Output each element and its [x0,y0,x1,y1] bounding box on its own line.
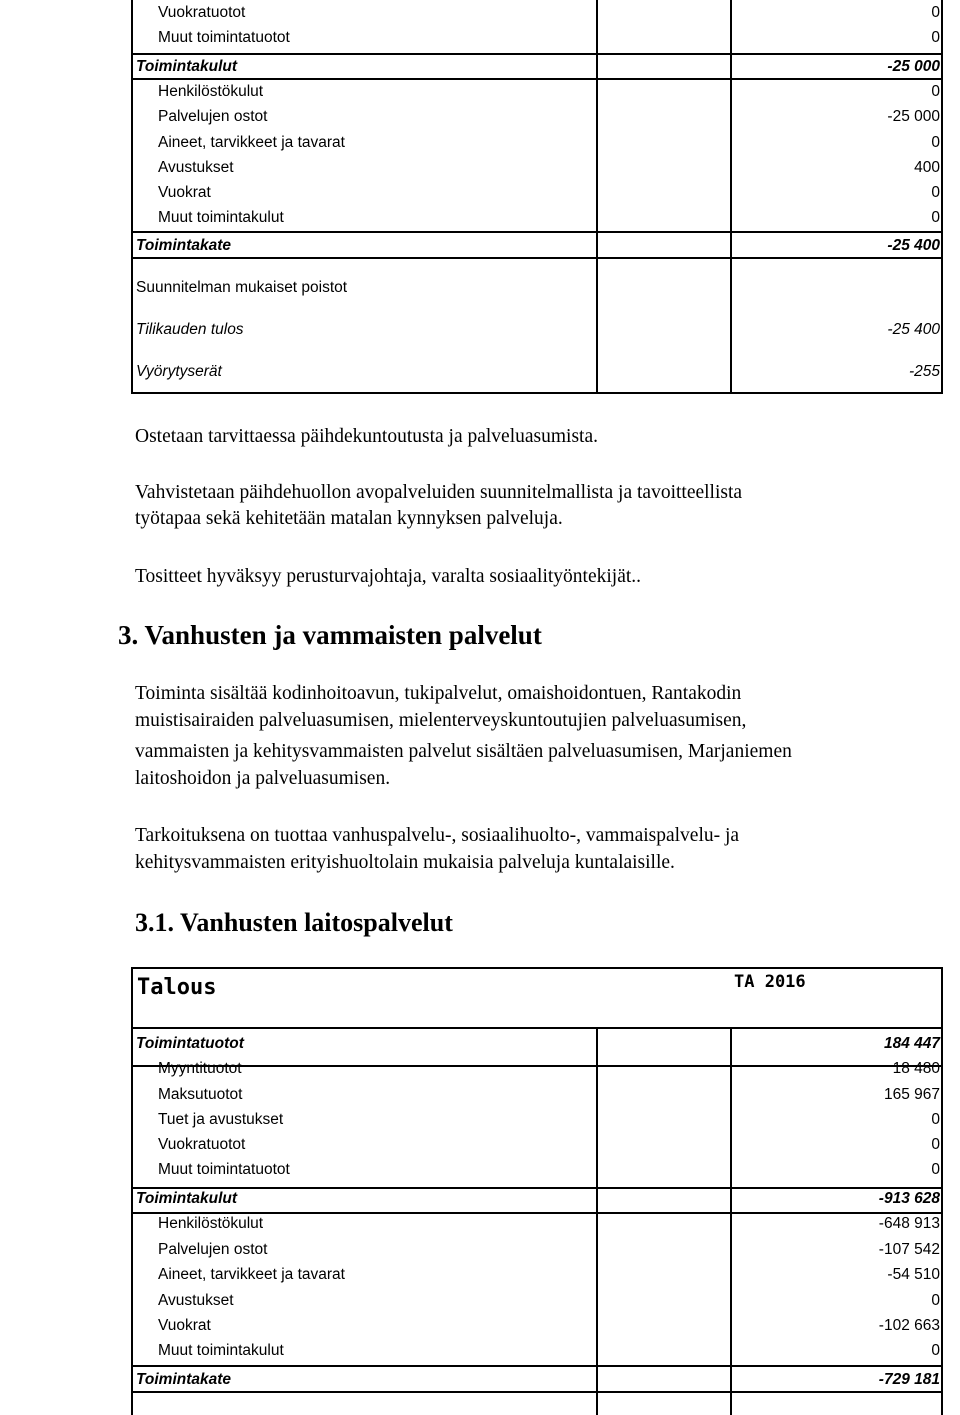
paragraph-line: Tarkoituksena on tuottaa vanhuspalvelu-, sosiaalihuolto-, vammaispalvelu- ja [135,825,740,846]
row-value: -648 913 [878,1215,940,1232]
table-border-right [941,0,943,394]
row-label: Vuokratuotot [158,1136,246,1153]
row-label: Tuet ja avustukset [158,1111,284,1128]
row-value: -25 000 [887,108,940,125]
table-rule [131,231,943,233]
table-column-divider [730,1029,732,1415]
row-value: -913 628 [878,1190,940,1207]
table-column-divider [596,0,598,394]
row-label: Toimintakate [136,237,232,254]
section-heading: 3. Vanhusten ja vammaisten palvelut [118,620,542,650]
table-rule [131,53,943,55]
row-value: 184 447 [883,1035,940,1052]
row-label: Muut toimintakulut [158,209,284,226]
budget-table-top [131,0,943,394]
table-column-divider [730,0,732,394]
row-value: 0 [931,1136,940,1153]
row-label: Maksutuotot [158,1086,243,1103]
row-value: 0 [931,1292,940,1309]
row-value: -25 000 [887,58,940,75]
table-rule [131,967,943,969]
row-label: Vuokratuotot [158,4,246,21]
paragraph-line: laitoshoidon ja palveluasumisen. [135,768,391,789]
table-rule [131,392,943,394]
table-rule [131,1027,943,1029]
row-value: 18 480 [892,1060,940,1077]
table-rule [131,1187,943,1189]
row-label: Myyntituotot [158,1060,242,1077]
row-value: -25 400 [887,237,940,254]
table-column-divider [596,1029,598,1415]
row-value: 0 [931,83,940,100]
row-value: 0 [931,1111,940,1128]
row-value: 0 [931,134,940,151]
row-value: 0 [931,1161,940,1178]
paragraph-line: työtapaa sekä kehitetään matalan kynnyksen palveluja. [135,508,563,529]
paragraph-line: Vahvistetaan päihdehuollon avopalveluiden suunnitelmallista ja tavoitteellista [135,482,743,503]
budget-table-bottom [131,967,943,1415]
row-value: -102 663 [878,1317,940,1334]
row-label: Avustukset [158,159,234,176]
row-label: Vuokrat [158,1317,211,1334]
row-value: 165 967 [883,1086,940,1103]
row-label: Palvelujen ostot [158,1241,268,1258]
table-rule [131,257,943,259]
row-label: Toimintakate [136,1371,232,1388]
row-label: Vuokrat [158,184,211,201]
paragraph-line: Toiminta sisältää kodinhoitoavun, tukipalvelut, omaishoidontuen, Rantakodin [135,683,742,704]
row-label: Avustukset [158,1292,234,1309]
row-label: Toimintatuotot [136,1035,244,1052]
table-rule [131,1065,943,1067]
row-label: Suunnitelman mukaiset poistot [136,279,348,296]
row-label: Toimintakulut [136,1190,238,1207]
table-rule [131,1212,943,1214]
row-label: Henkilöstökulut [158,1215,264,1232]
row-value: 0 [931,29,940,46]
row-value: 400 [914,159,940,176]
table-rule [131,1391,943,1393]
row-label: Henkilöstökulut [158,83,264,100]
table-title: Talous [137,975,217,1000]
row-label: Muut toimintakulut [158,1342,284,1359]
table-border-left [131,967,133,1415]
row-value: 0 [931,4,940,21]
paragraph-line: vammaisten ja kehitysvammaisten palvelut sisältäen palveluasumisen, Marjaniemen [135,741,792,762]
row-label: Toimintakulut [136,58,238,75]
table-border-right [941,967,943,1415]
column-header: TA 2016 [734,972,806,992]
row-value: 0 [931,209,940,226]
paragraph: Ostetaan tarvittaessa päihdekuntoutusta ja palveluasumista. [135,426,598,447]
row-label: Aineet, tarvikkeet ja tavarat [158,134,345,151]
row-value: 0 [931,184,940,201]
paragraph-line: muistisairaiden palveluasumisen, mielenterveyskuntoutujien palveluasumisen, [135,710,747,731]
row-value: -107 542 [878,1241,940,1258]
row-value: -25 400 [887,321,940,338]
row-label: Aineet, tarvikkeet ja tavarat [158,1266,345,1283]
table-border-left [131,0,133,394]
row-value: -729 181 [878,1371,940,1388]
table-rule [131,1365,943,1367]
row-label: Palvelujen ostot [158,108,268,125]
subsection-heading: 3.1. Vanhusten laitospalvelut [135,908,453,937]
row-label: Vyörytyserät [136,363,222,380]
row-value: -255 [908,363,940,380]
paragraph: Tositteet hyväksyy perusturvajohtaja, varalta sosiaalityöntekijät.. [135,566,642,587]
table-rule [131,78,943,80]
row-label: Muut toimintatuotot [158,1161,290,1178]
paragraph-line: kehitysvammaisten erityishuoltolain mukaisia palveluja kuntalaisille. [135,852,675,873]
row-value: 0 [931,1342,940,1359]
row-label: Tilikauden tulos [136,321,244,338]
row-value: -54 510 [887,1266,940,1283]
row-label: Muut toimintatuotot [158,29,290,46]
